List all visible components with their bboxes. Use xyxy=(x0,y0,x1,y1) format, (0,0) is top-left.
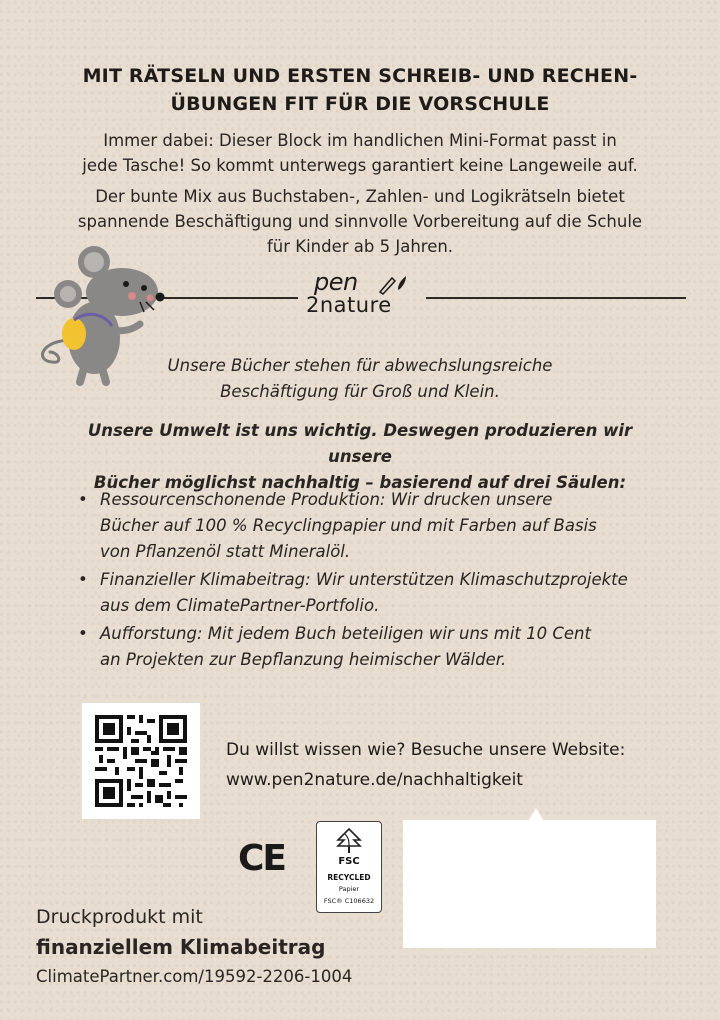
qr-code-icon xyxy=(82,703,200,819)
mouse-nose xyxy=(156,293,165,302)
headline-line-2: ÜBUNGEN FIT FÜR DIE VORSCHULE xyxy=(170,93,550,115)
headline-line-1: MIT RÄTSELN UND ERSTEN SCHREIB- UND RECHEN- xyxy=(82,65,638,87)
pillar-1-line1: • Ressourcenschonende Produktion: Wir drucken unsere xyxy=(100,490,553,509)
website-prompt: Du willst wissen wie? Besuche unsere Website: xyxy=(226,740,626,760)
intro-p1-line1: Immer dabei: Dieser Block im handlichen Mini-Format passt in xyxy=(103,131,617,150)
qr-code[interactable] xyxy=(82,703,200,819)
claim-line1: Unsere Bücher stehen für abwechslungsreiche xyxy=(167,356,553,375)
mouse-eye-left xyxy=(123,281,129,287)
mouse-eye-right xyxy=(141,285,147,291)
logo-pen: pen xyxy=(314,268,358,296)
pillar-item xyxy=(78,621,678,673)
fsc-recycled-mark xyxy=(316,821,382,913)
footer-climatepartner-link[interactable]: ClimatePartner.com/19592-2206-1004 xyxy=(36,967,353,986)
intro-p2-line2: spannende Beschäftigung und sinnvolle Vorbereitung auf die Schule xyxy=(77,212,643,231)
intro-p2-line3: für Kinder ab 5 Jahren. xyxy=(266,237,454,256)
fsc-tree-icon xyxy=(335,828,363,854)
pillar-1-line3: von Pflanzenöl statt Mineralöl. xyxy=(100,542,351,561)
ce-mark: CE xyxy=(238,838,286,879)
claim-line2: Beschäftigung für Groß und Klein. xyxy=(220,382,500,401)
footer-line1: Druckprodukt mit xyxy=(36,906,203,928)
website-url[interactable]: www.pen2nature.de/nachhaltigkeit xyxy=(226,770,523,790)
pillar-item xyxy=(78,567,678,619)
mouse-backpack xyxy=(62,318,86,350)
pillar-2-line1: • Finanzieller Klimabeitrag: Wir unterstützen Klimaschutzprojekte xyxy=(100,570,628,589)
mouse-ear-right-inner xyxy=(60,286,76,302)
pen2nature-logo xyxy=(306,268,426,324)
intro-p1-line2: jede Tasche! So kommt unterwegs garantiert keine Langeweile auf. xyxy=(82,156,638,175)
environment-line2: Bücher möglichst nachhaltig – basierend auf drei Säulen: xyxy=(93,473,627,492)
environment-line1: Unsere Umwelt ist uns wichtig. Deswegen produzieren wir unsere xyxy=(87,421,633,466)
fsc-name: FSC xyxy=(338,856,360,867)
pillar-2-line2: aus dem ClimatePartner-Portfolio. xyxy=(100,596,380,615)
mouse-ear-left-inner xyxy=(84,252,104,272)
mouse-cheek-left xyxy=(128,292,136,300)
intro-paragraph-1 xyxy=(40,128,680,178)
pillar-3-line2: an Projekten zur Bepflanzung heimischer Wälder. xyxy=(100,650,507,669)
divider-right xyxy=(426,297,686,299)
books-claim xyxy=(80,353,640,405)
footer-line2: finanziellem Klimabeitrag xyxy=(36,935,326,959)
pillar-3-line1: • Aufforstung: Mit jedem Buch beteiligen wir uns mit 10 Cent xyxy=(100,624,591,643)
fsc-sub: Papier xyxy=(338,885,360,893)
headline xyxy=(0,62,720,118)
fsc-type: RECYCLED xyxy=(327,873,371,882)
intro-p2-line1: Der bunte Mix aus Buchstaben-, Zahlen- und Logikrätseln bietet xyxy=(95,187,625,206)
website-block xyxy=(226,735,625,795)
pillar-item xyxy=(78,487,678,565)
pillars-list xyxy=(78,487,678,675)
environment-statement xyxy=(60,418,660,496)
mouse-cheek-right xyxy=(147,295,154,302)
logo-2nature: 2nature xyxy=(306,293,392,317)
pillar-1-line2: Bücher auf 100 % Recyclingpapier und mit Farben auf Basis xyxy=(100,516,597,535)
barcode-label-box xyxy=(403,820,656,948)
fsc-code: FSC® C106632 xyxy=(323,897,375,905)
